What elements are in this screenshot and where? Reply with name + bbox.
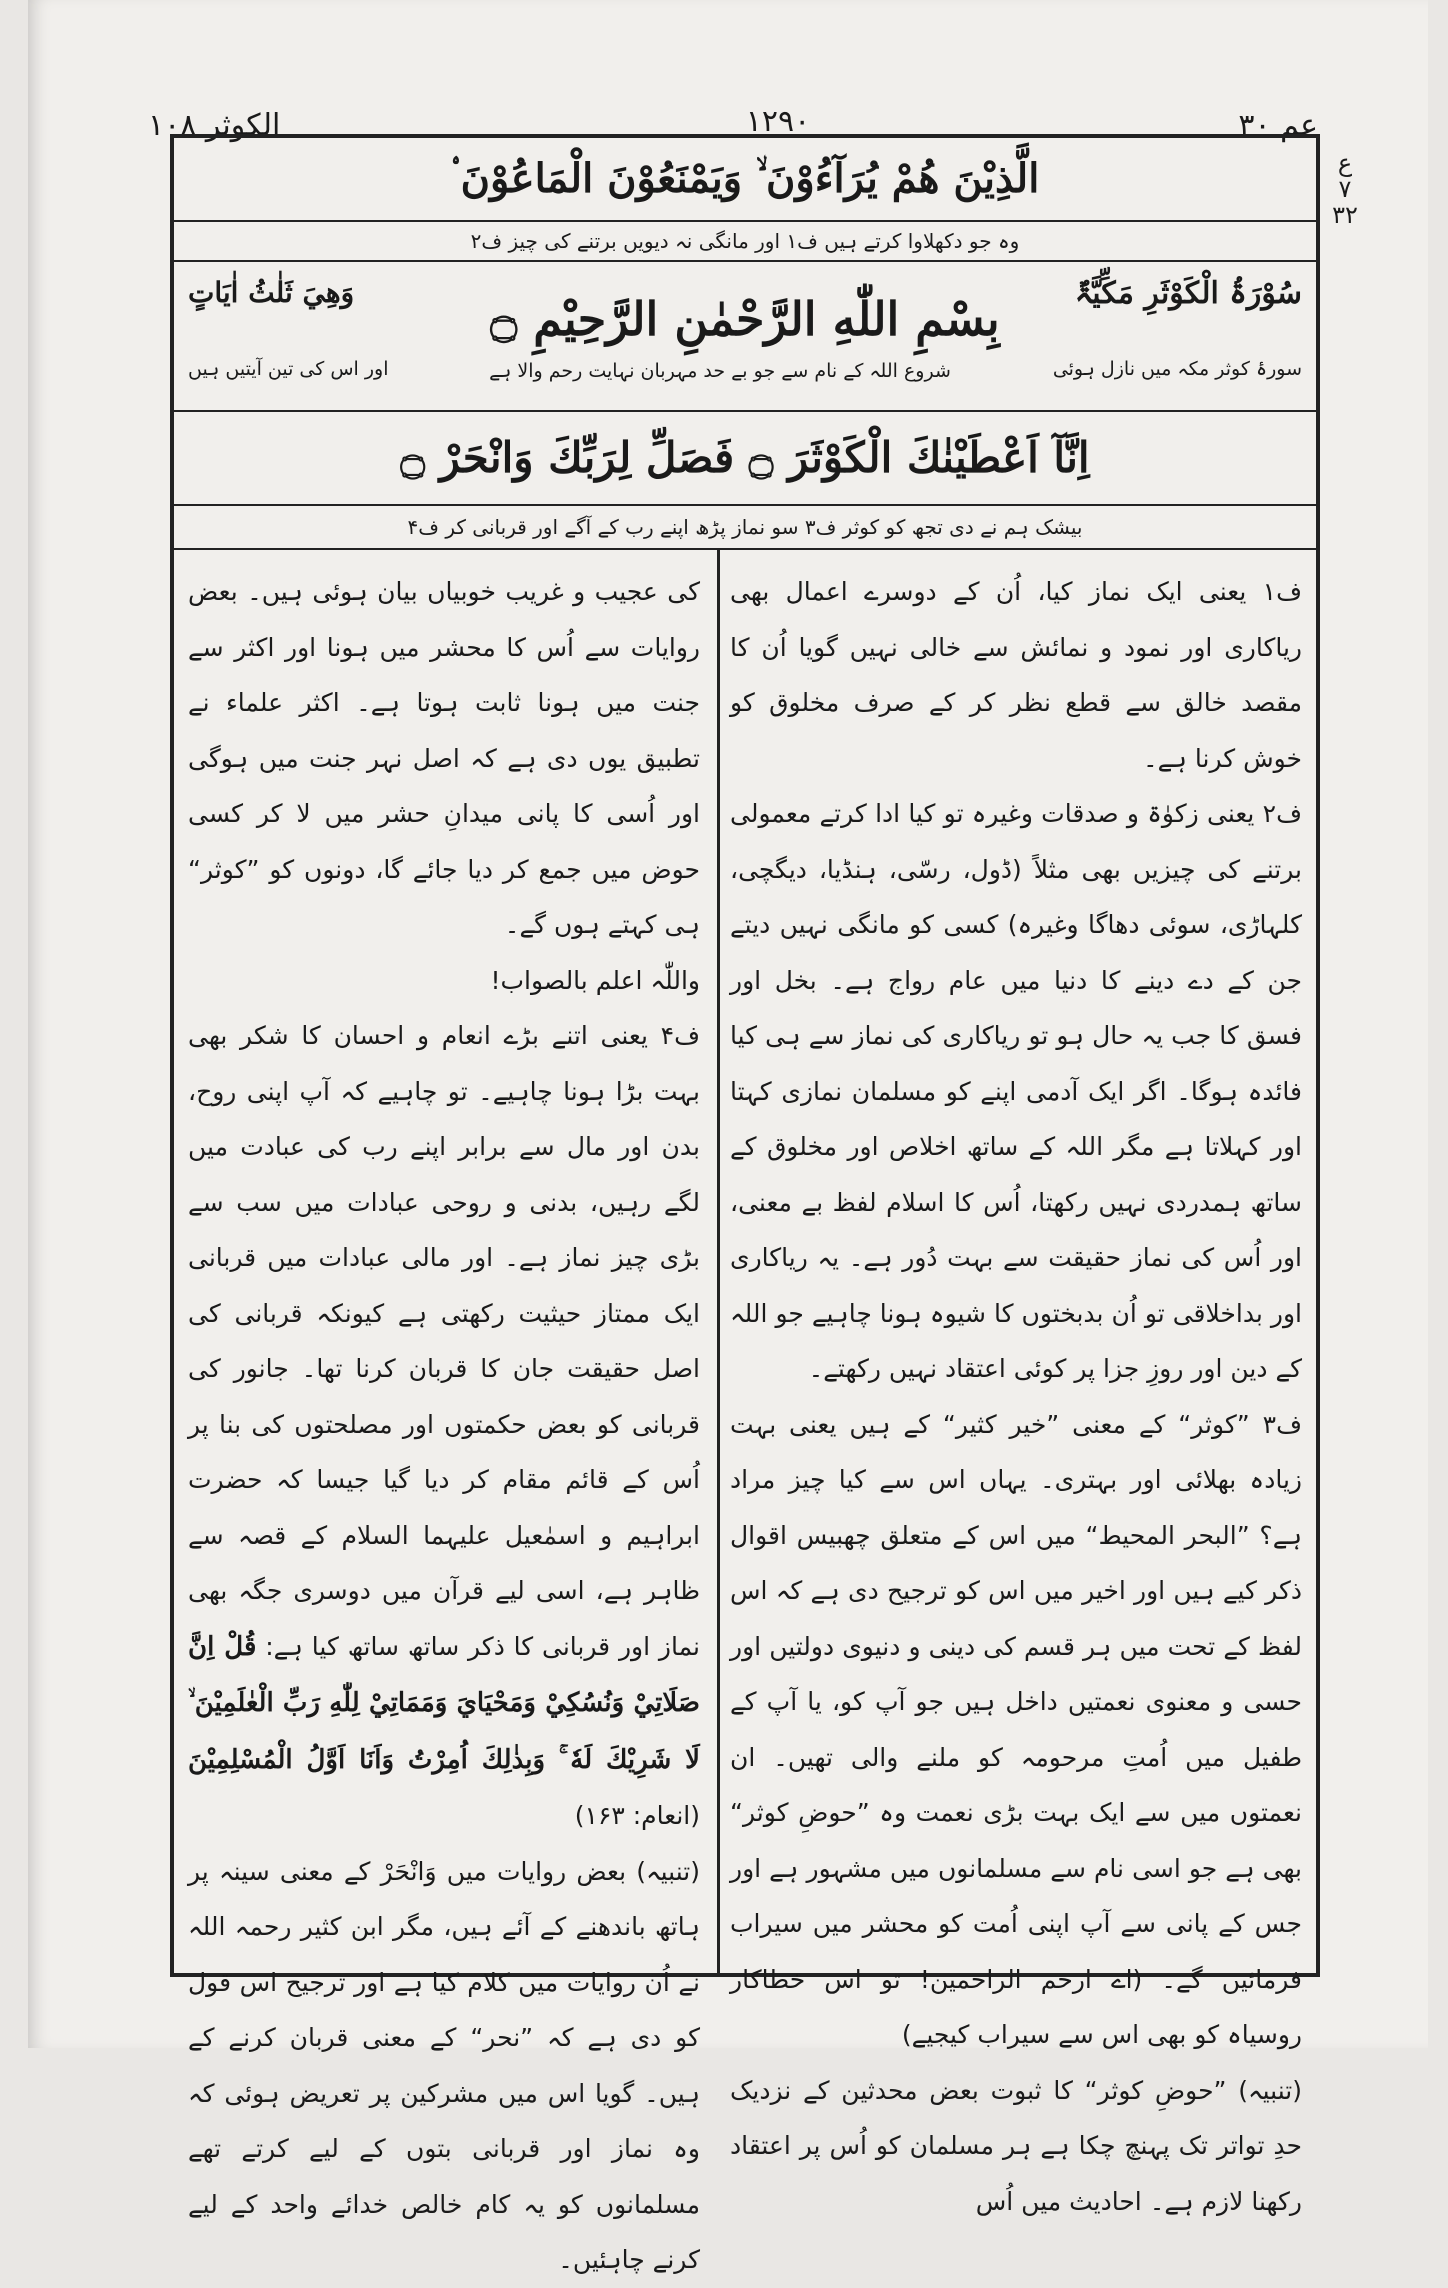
- bismillah: بِسْمِ اللّٰهِ الرَّحْمٰنِ الرَّحِيْمِ ۝: [490, 292, 1000, 346]
- quoted-verse: قُلْ اِنَّ صَلَاتِيْ وَنُسُكِيْ وَمَحْيَايَ وَمَمَاتِيْ لِلّٰهِ رَبِّ الْعٰلَمِيْنَ ۙ لَا شَرِيْكَ لَهٗ ۚ وَبِذٰلِكَ اُمِرْتُ وَاَنَا اَوَّلُ الْمُسْلِمِيْنَ: [188, 1631, 700, 1775]
- note-4-caution: (تنبیہ) بعض روایات میں وَانْحَرْ کے معنی سینہ پر ہاتھ باندھنے کے آئے ہیں، مگر ابن کثیر رحمہ اللہ نے اُن روایات میں کلام کیا ہے اور ترجیح اس قول کو دی ہے کہ ”نحر“ کے معنی قربان کرنے کے ہیں۔ گویا اس میں مشرکین پر تعریض ہوئی کہ وہ نماز اور قربانی بتوں کے لیے کرتے تھے مسلمانوں کو یہ کام خالص خدائے واحد کے لیے کرنے چاہئیں۔: [188, 1856, 700, 2274]
- note-4-text: ف۴ یعنی اتنے بڑے انعام و احسان کا شکر بھی بہت بڑا ہونا چاہیے۔ تو چاہیے کہ آپ اپنی روح، بدن اور مال سے برابر اپنے رب کی عبادت میں لگے رہیں، بدنی و روحی عبادات میں سب سے بڑی چیز نماز ہے۔ اور مالی عبادات میں قربانی ایک ممتاز حیثیت رکھتی ہے کیونکہ قربانی کی اصل حقیقت جان کا قربان کرنا تھا۔ جانور کی قربانی کو بعض حکمتوں اور مصلحتوں کی بنا پر اُس کے قائم مقام کر دیا گیا جیسا کہ حضرت ابراہیم و اسمٰعیل علیہما السلام کے قصہ سے ظاہر ہے، اسی لیے قرآن میں دوسری جگہ بھی نماز اور قربانی کا ذکر ساتھ ساتھ کیا ہے:: [188, 1021, 700, 1661]
- surah-ayat-count: وَهِيَ ثَلٰثُ اٰيَاتٍ: [188, 276, 355, 309]
- ruku-marker-number: ۷: [1338, 175, 1352, 203]
- note-2: ف۲ یعنی زکوٰۃ و صدقات وغیرہ تو کیا ادا کرتے معمولی برتنے کی چیزیں بھی مثلاً (ڈول، رسّی، ہنڈیا، دیگچی، کلہاڑی، سوئی دھاگا وغیرہ) کسی کو مانگی نہیں دیتے جن کے دے دینے کا دنیا میں عام رواج ہے۔ بخل اور فسق کا جب یہ حال ہو تو ریاکاری کی نماز سے ہی کیا فائدہ ہوگا۔ اگر ایک آدمی اپنے کو مسلمان نمازی کہتا اور کہلاتا ہے مگر اللہ کے ساتھ اخلاص اور مخلوق کے ساتھ ہمدردی نہیں رکھتا، اُس کا اسلام لفظ بے معنی، اور اُس کی نماز حقیقت سے بہت دُور ہے۔ یہ ریاکاری اور بداخلاقی تو اُن بدبختوں کا شیوہ ہونا چاہیے جو اللہ کے دین اور روزِ جزا پر کوئی اعتقاد نہیں رکھتے۔: [730, 799, 1302, 1383]
- note-4: [188, 1008, 700, 1844]
- bismillah-translation: شروع اللہ کے نام سے جو بے حد مہربان نہایت رحم والا ہے: [489, 360, 951, 382]
- ruku-marker-letter: ع: [1337, 149, 1353, 177]
- ayah-top-translation: وہ جو دکھلاوا کرتے ہیں ف۱ اور مانگی نہ دیویں برتنے کی چیز ف۲: [174, 222, 1316, 262]
- running-header-para: عم ۳۰: [1238, 108, 1318, 143]
- surah-ayat-note: اور اس کی تین آیتیں ہیں: [188, 358, 389, 380]
- commentary-right-column: [730, 564, 1302, 2216]
- commentary-columns: [174, 550, 1316, 2274]
- verse-reference: (انعام: ۱۶۳): [574, 1801, 700, 1830]
- note-3: ف۳ ”کوثر“ کے معنی ”خیر کثیر“ کے ہیں یعنی بہت زیادہ بھلائی اور بہتری۔ یہاں اس سے کیا چیز مراد ہے؟ ”البحر المحیط“ میں اس کے متعلق چھبیس اقوال ذکر کیے ہیں اور اخیر میں اس کو ترجیح دی ہے کہ اس لفظ کے تحت میں ہر قسم کی دینی و دنیوی دولتیں اور حسی و معنوی نعمتیں داخل ہیں جو آپ کو، یا آپ کے طفیل میں اُمتِ مرحومہ کو ملنے والی تھیں۔ ان نعمتوں میں سے ایک بہت بڑی نعمت وہ ”حوضِ کوثر“ بھی ہے جو اسی نام سے مسلمانوں میں مشہور ہے اور جس کے پانی سے آپ اپنی اُمت کو محشر میں سیراب فرمائیں گے۔ (اے ارحم الراحمین! تو اس خطاکار روسیاہ کو بھی اس سے سیراب کیجیے): [730, 1409, 1302, 2049]
- column-divider: [717, 550, 720, 1973]
- surah-revelation-note: سورۂ کوثر مکہ میں نازل ہوئی: [1052, 358, 1302, 380]
- note-1: ف۱ یعنی ایک نماز کیا، اُن کے دوسرے اعمال بھی ریاکاری اور نمود و نمائش سے خالی نہیں گویا اُن کا مقصد خالق سے قطع نظر کر کے صرف مخلوق کو خوش کرنا ہے۔: [730, 577, 1302, 773]
- book-page: [28, 0, 1428, 2274]
- ayah-main-translation: بیشک ہم نے دی تجھ کو کوثر ف۳ سو نماز پڑھ اپنے رب کے آگے اور قربانی کر ف۴: [174, 506, 1316, 550]
- ayah-top: الَّذِيْنَ هُمْ يُرَآءُوْنَ ۙ وَيَمْنَعُوْنَ الْمَاعُوْنَ ۟: [174, 138, 1316, 222]
- commentary-left-column: [188, 564, 700, 2274]
- page-frame: [170, 134, 1320, 2274]
- page-number: ۱۲۹۰: [745, 104, 811, 139]
- closing-remark: واللّٰہ اعلم بالصواب!: [490, 965, 700, 995]
- surah-name: سُوْرَۃُ الْکَوْثَرِ مَکِّيَّۃٌ: [1074, 276, 1302, 311]
- note-3-continued: کی عجیب و غریب خوبیاں بیان ہوئی ہیں۔ بعض روایات سے اُس کا محشر میں ہونا اور اکثر سے جنت میں ہونا ثابت ہوتا ہے۔ اکثر علماء نے تطبیق یوں دی ہے کہ اصل نہر جنت میں ہوگی اور اُسی کا پانی میدانِ حشر میں لا کر کسی حوض میں جمع کر دیا جائے گا، دونوں کو ”کوثر“ ہی کہتے ہوں گے۔: [188, 577, 700, 939]
- ruku-marker: [1328, 150, 1362, 228]
- running-header-surah: الکوثر ۱۰۸: [148, 108, 281, 143]
- ruku-marker-count: ۳۲: [1332, 201, 1358, 229]
- surah-heading: [174, 262, 1316, 412]
- note-3-caution: (تنبیہ) ”حوضِ کوثر“ کا ثبوت بعض محدثین کے نزدیک حدِ تواتر تک پہنچ چکا ہے ہر مسلمان کو اُس پر اعتقاد رکھنا لازم ہے۔ احادیث میں اُس: [730, 2075, 1302, 2216]
- ayah-main: اِنَّآ اَعْطَيْنٰكَ الْكَوْثَرَ ۝ فَصَلِّ لِرَبِّكَ وَانْحَرْ ۝: [174, 412, 1316, 506]
